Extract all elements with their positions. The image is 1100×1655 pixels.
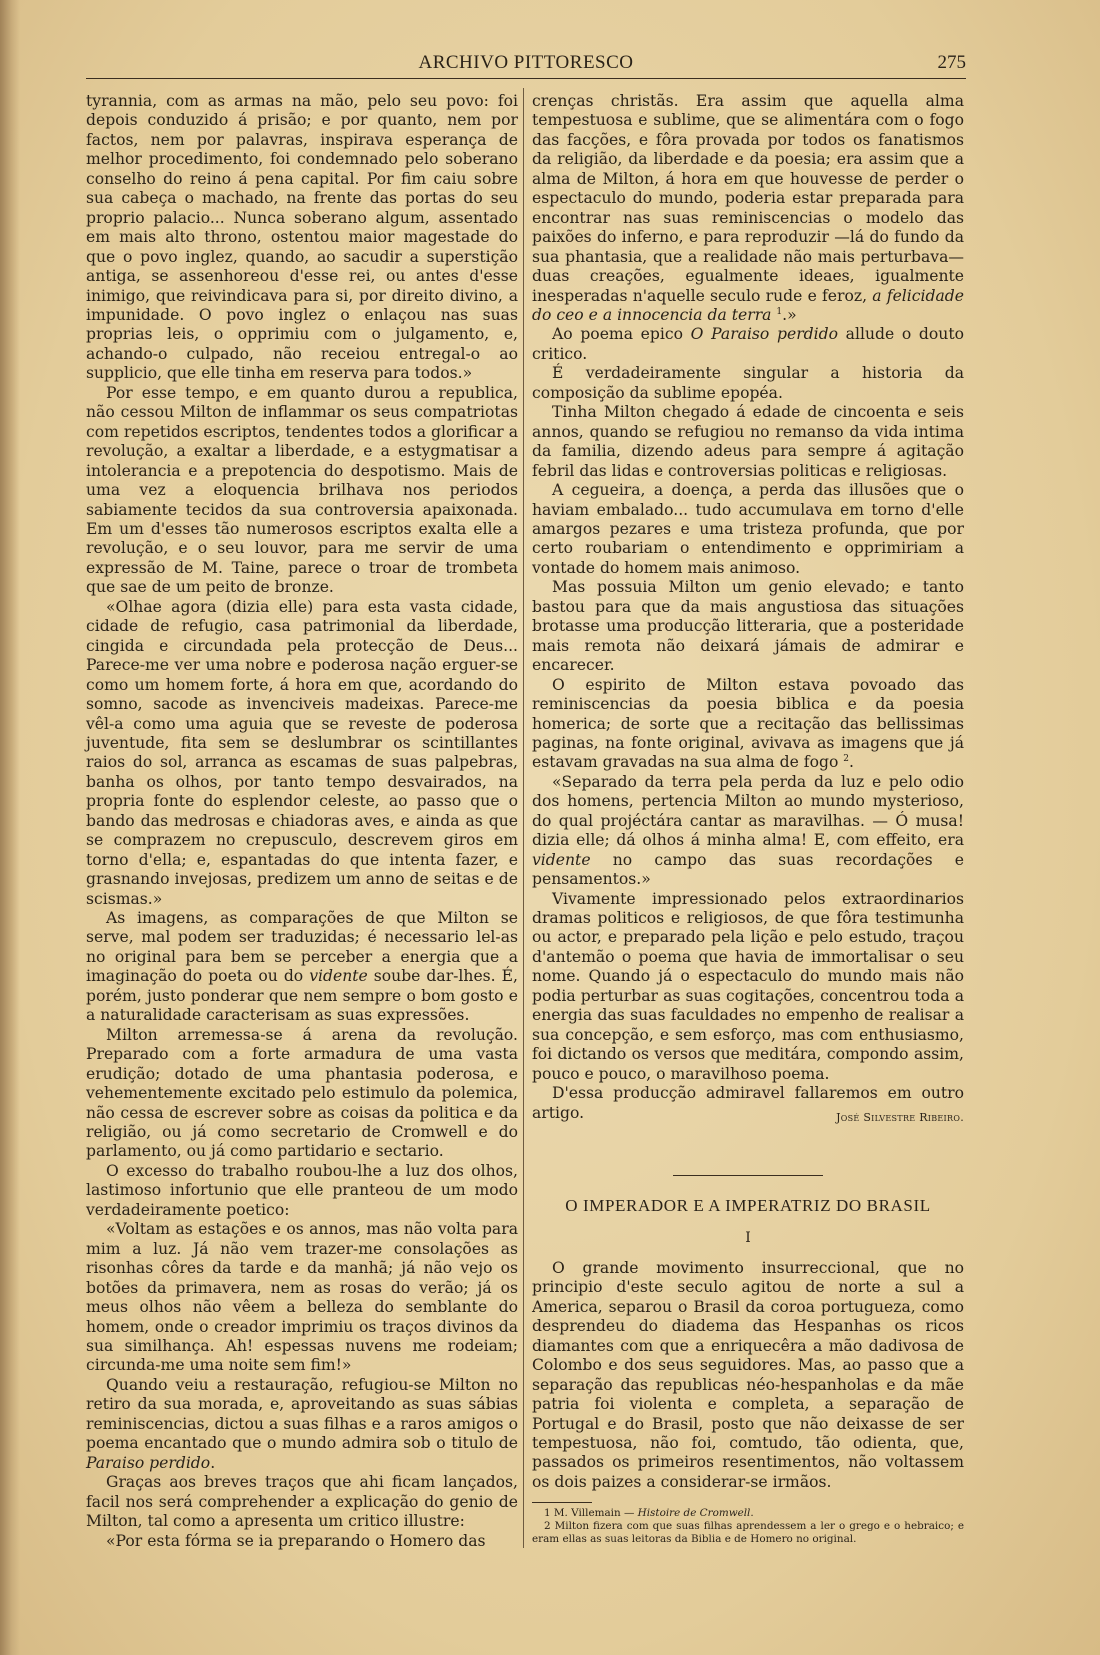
- paragraph: Mas possuia Milton um genio elevado; e tanto bastou para que da mais angustiosa das situações brotasse uma producção litteraria, que a posteridade mais remota não deixará jámais de admirar e encarecer.: [532, 578, 964, 675]
- paragraph: Milton arremessa-se á arena da revolução. Preparado com a forte armadura de uma vasta erudição; dotado de uma phantasia poderosa, e vehementemente excitado pelo estimulo da polemica, não cessa de escrever sobre as coisas da politica e da religião, ou já como secretario de Cromwell e do parlamento, ou já como partidario e sectario.: [86, 1025, 518, 1161]
- paragraph: O excesso do trabalho roubou-lhe a luz dos olhos, lastimoso infortunio que elle pranteou de um modo verdadeiramente poetico:: [86, 1161, 518, 1219]
- left-column: [86, 92, 518, 1551]
- footnotes: [532, 1507, 964, 1545]
- paragraph: Tinha Milton chegado á edade de cincoenta e seis annos, quando se refugiou no remanso da vida intima da familia, dizendo adeus para sempre á agitação febril das lidas e controversias politicas e religiosas.: [532, 403, 964, 480]
- right-column-paragraphs: [532, 92, 964, 1084]
- section-number: I: [745, 1230, 751, 1247]
- paragraph: É verdadeiramente singular a historia da composição da sublime epopéa.: [532, 364, 964, 402]
- paragraph: «Por esta fórma se ia preparando o Homero das: [106, 1531, 486, 1550]
- paragraph: Vivamente impressionado pelos extraordinarios dramas politicos e religiosos, de que fôra testimunha ou actor, e preparado pela lição e pelo estudo, traçou d'antemão o poema que havia de immortalisar o seu nome. Quando já o espectaculo do mundo mais não podia perturbar as suas cogitações, concentrou toda a energia das suas faculdades no empenho de realisar a sua concepção, e sem esforço, mas com enthusiasmo, foi dictando os versos que meditára, compondo assim, pouco e pouco, o maravilhoso poema.: [532, 889, 964, 1083]
- paragraph: O espirito de Milton estava povoado das reminiscencias da poesia biblica e da poesia homerica; de sorte que a recitação das bellissimas paginas, na fonte original, avivava as imagens que já estavam gravadas na sua alma de fogo $^2$.: [532, 675, 964, 772]
- page-binding-edge: [0, 0, 20, 1655]
- paragraph: «Separado da terra pela perda da luz e pelo odio dos homens, pertencia Milton ao mundo mysterioso, do qual projéctára cantar as maravilhas. — Ó musa! dizia elle; dá olhos á minha alma! E, com effeito, era vidente no campo das suas recordações e pensamentos.»: [532, 772, 964, 889]
- closing-paragraph: [532, 1084, 964, 1123]
- footnote-rule: [532, 1502, 592, 1503]
- paragraph: Graças aos breves traços que ahi ficam lançados, facil nos será comprehender a explicação do genio de Milton, tal como a apresenta um critico illustre:: [86, 1473, 518, 1531]
- paragraph: «Voltam as estações e os annos, mas não volta para mim a luz. Já não vem trazer-me consolações as risonhas côres da tarde e da manhã; já não vejo os botões da primavera, nem as rosas do verão; já os meus olhos não vêem a belleza do semblante do homem, onde o creador imprimiu os traços divinos da sua similhança. Ah! espessas nuvens me rodeiam; circunda-me uma noite sem fim!»: [86, 1220, 518, 1375]
- author-signature: José Silvestre Ribeiro.: [836, 1110, 964, 1124]
- closing-text: D'essa producção admiravel fallaremos em outro artigo.: [532, 1084, 964, 1122]
- paragraph: tyrannia, com as armas na mão, pelo seu povo: foi depois conduzido á prisão; e por quanto, nem por factos, nem por palavras, inspirava esperança de melhor procedimento, foi condemnado pelo soberano conselho do reino á pena capital. Por fim caiu sobre sua cabeça o machado, na frente das portas do seu proprio palacio... Nunca soberano algum, assentado em mais alto throno, ostentou maior magestade do que o povo inglez, quando, ao sacudir a superstição antiga, se assenhoreou d'esse rei, ou antes d'esse inimigo, que reivindicava para si, por direito divino, a impunidade. O povo inglez o enlaçou nas suas proprias leis, o opprimiu com o julgamento, e, achando-o culpado, não receiou entregal-o ao supplicio, que elle tinha em reserva para todos.»: [86, 92, 518, 383]
- running-title: ARCHIVO PITTORESCO: [418, 52, 634, 73]
- paragraph: A cegueira, a doença, a perda das illusões que o haviam embalado... tudo accumulava em torno d'elle amargos pezares e uma tristeza profunda, que por certo roubariam o entendimento e opprimiriam a vontade do homem mais animoso.: [532, 481, 964, 577]
- paragraph: Quando veiu a restauração, refugiou-se Milton no retiro da sua morada, e, aproveitando as suas sábias reminiscencias, dictou a suas filhas e a raros amigos o poema encantado que o mundo admira sob o titulo de Paraiso perdido.: [86, 1375, 518, 1472]
- page-header: [86, 50, 966, 79]
- column-rule: [523, 88, 524, 1548]
- article-paragraph: O grande movimento insurreccional, que no principio d'este seculo agitou de norte a sul a America, separou o Brasil da coroa portugueza, como desprendeu do diadema das Hespanhas os ricos diamantes com que a enriquecêra a mão dadivosa de Colombo e dos seus seguidores. Mas, ao passo que a separação das republicas néo-hespanholas e da mãe patria foi violenta e completa, a separação de Portugal e do Brasil, posto que não deixasse de ser tempestuosa, não foi, comtudo, tão odienta, que, passados os primeiros resentimentos, não voltassem os dois paizes a considerar-se irmãos.: [532, 1258, 964, 1491]
- footnote: 2 Milton fizera com que suas filhas aprendessem a ler o grego e o hebraico; e eram ellas as suas leitoras da Biblia e de Homero no original.: [532, 1519, 964, 1545]
- paragraph: «Olhae agora (dizia elle) para esta vasta cidade, cidade de refugio, casa patrimonial da liberdade, cingida e circundada pela protecção de Deus... Parece-me ver uma nobre e poderosa nação erguer-se como um homem forte, á hora em que, acordando do somno, sacode as invenciveis madeixas. Parece-me vêl-a como uma aguia que se reveste de poderosa juventude, fita sem se deslumbrar os scintillantes raios do sol, arranca as escamas de suas palpebras, banha os olhos, por tanto tempo desvairados, na propria fonte do esplendor celeste, ao passo que o bando das medrosas e chiadoras aves, e ainda as que se comprazem no crepusculo, descrevem giros em torno d'ella; e, espantadas do que intenta fazer, e grasnando invejosas, predizem um anno de seitas e de scismas.»: [86, 597, 518, 908]
- paragraph: Ao poema epico O Paraiso perdido allude o douto critico.: [532, 325, 964, 363]
- paragraph: crenças christãs. Era assim que aquella alma tempestuosa e sublime, que se alimentára com o fogo das facções, e fôra provada por todos os fanatismos da religião, da liberdade e da poesia; era assim que a alma de Milton, á hora em que houvesse de perder o espectaculo do mundo, poderia estar preparada para encontrar nas suas reminiscencias o modelo das paixões do inferno, e para reproduzir —lá do fundo da sua phantasia, que a realidade não mais perturbava— duas creações, egualmente ideaes, igualmente inesperadas n'aquelle seculo rude e feroz, a felicidade do ceo e a innocencia da terra $^1$.»: [532, 92, 964, 324]
- right-column: [532, 92, 964, 1545]
- article-separator: [673, 1175, 823, 1176]
- page-number: 275: [937, 52, 966, 73]
- paragraph: As imagens, as comparações de que Milton se serve, mal podem ser traduzidas; é necessario lel-as no original para bem se perceber a energia que a imaginação do poeta ou do vidente soube dar-lhes. É, porém, justo ponderar que nem sempre o bom gosto e a naturalidade caracterisam as suas expressões.: [86, 909, 518, 1025]
- footnote: 1 M. Villemain — Histoire de Cromwell.: [544, 1507, 754, 1520]
- paragraph: Por esse tempo, e em quanto durou a republica, não cessou Milton de inflammar os seus compatriotas com repetidos escriptos, tendentes todos a glorificar a revolução, a exaltar a liberdade, e a estygmatisar a intolerancia e a prepotencia do despotismo. Mais de uma vez a eloquencia brilhava nos periodos sabiamente tecidos da sua controversia apaixonada. Em um d'esses tão numerosos escriptos exalta elle a revolução, e o seu louvor, para me servir de uma expressão de M. Taine, parece o troar de trombeta que sae de um peito de bronze.: [86, 383, 518, 597]
- article-title: O IMPERADOR E A IMPERATRIZ DO BRASIL: [565, 1196, 931, 1216]
